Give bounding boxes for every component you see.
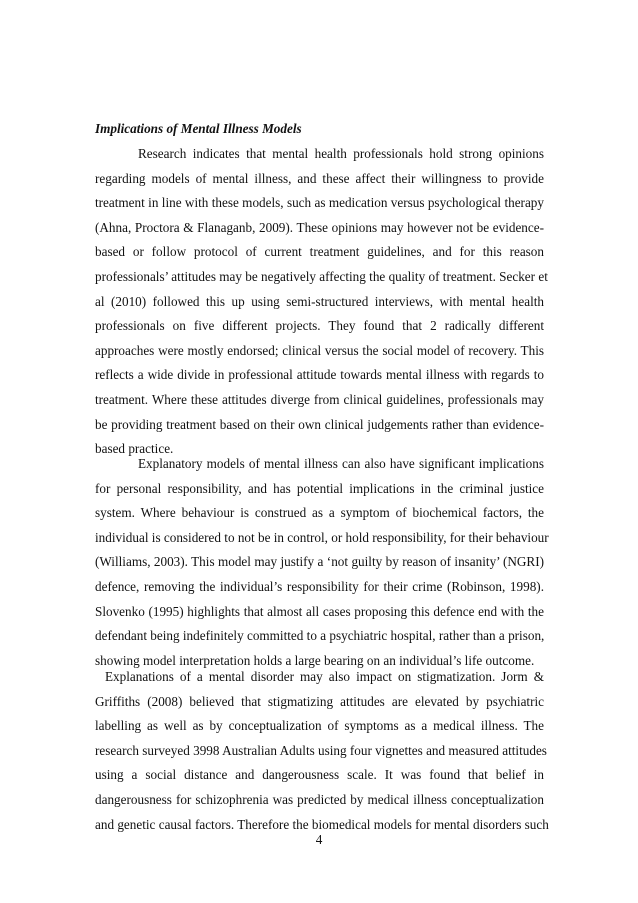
paragraph-line: and genetic causal factors. Therefore the biomedical models for mental disorders such [95,816,549,832]
paragraph-line: professionals on five different projects. They found that 2 radically different [95,318,544,334]
paragraph-line: al (2010) followed this up using semi-structured interviews, with mental health [95,293,544,309]
paragraph-line: professionals’ attitudes may be negatively affecting the quality of treatment. Secker et [95,268,548,284]
paragraph-line: Griffiths (2008) believed that stigmatizing attitudes are elevated by psychiatric [95,693,544,709]
paragraph-line: dangerousness for schizophrenia was predicted by medical illness conceptualization [95,791,544,807]
section-heading: Implications of Mental Illness Models [95,121,302,136]
paragraph-line: be providing treatment based on their own clinical judgements rather than evidence- [95,416,544,432]
paragraph-line: research surveyed 3998 Australian Adults using four vignettes and measured attitudes [95,742,547,758]
paragraph-line: reflects a wide divide in professional attitude towards mental illness with regards to [95,367,544,383]
paragraph-line: regarding models of mental illness, and these affect their willingness to provide [95,170,544,186]
paragraph-line: based practice. [95,441,174,457]
paragraph-line: labelling as well as by conceptualization of symptoms as a medical illness. The [95,718,544,734]
paragraph-line: individual is considered to not be in control, or hold responsibility, for their behaviour [95,529,549,545]
paragraph-line: using a social distance and dangerousness scale. It was found that belief in [95,767,544,783]
paragraph-2 [95,452,549,673]
paragraph-line: for personal responsibility, and has potential implications in the criminal justice [95,480,544,496]
paragraph-3 [95,665,549,837]
paragraph-line: Slovenko (1995) highlights that almost all cases proposing this defence end with the [95,603,544,619]
paragraph-line: Research indicates that mental health professionals hold strong opinions [138,146,544,161]
page-number: 4 [315,832,323,847]
paragraph-line: showing model interpretation holds a large bearing on an individual’s life outcome. [95,652,535,668]
paragraph-line: Explanatory models of mental illness can also have significant implications [138,456,544,471]
paragraph-line: defence, removing the individual’s responsibility for their crime (Robinson, 1998). [95,578,544,594]
paragraph-1 [95,142,548,462]
paragraph-line: system. Where behaviour is construed as a symptom of biochemical factors, the [95,505,544,521]
paragraph-line: treatment. Where these attitudes diverge from clinical guidelines, professionals may [95,391,544,407]
paragraph-line: (Williams, 2003). This model may justify a ‘not guilty by reason of insanity’ (NGRI) [95,554,544,570]
paragraph-line: (Ahna, Proctora & Flanaganb, 2009). These opinions may however not be evidence- [95,219,544,235]
paragraph-line: Explanations of a mental disorder may also impact on stigmatization. Jorm & [105,669,544,684]
paragraph-line: based or follow protocol of current treatment guidelines, and for this reason [95,244,544,260]
paragraph-line: treatment in line with these models, such as medication versus psychological therapy [95,195,544,211]
paragraph-line: approaches were mostly endorsed; clinical versus the social model of recovery. This [95,342,544,358]
paragraph-line: defendant being indefinitely committed to a psychiatric hospital, rather than a prison, [95,628,545,644]
